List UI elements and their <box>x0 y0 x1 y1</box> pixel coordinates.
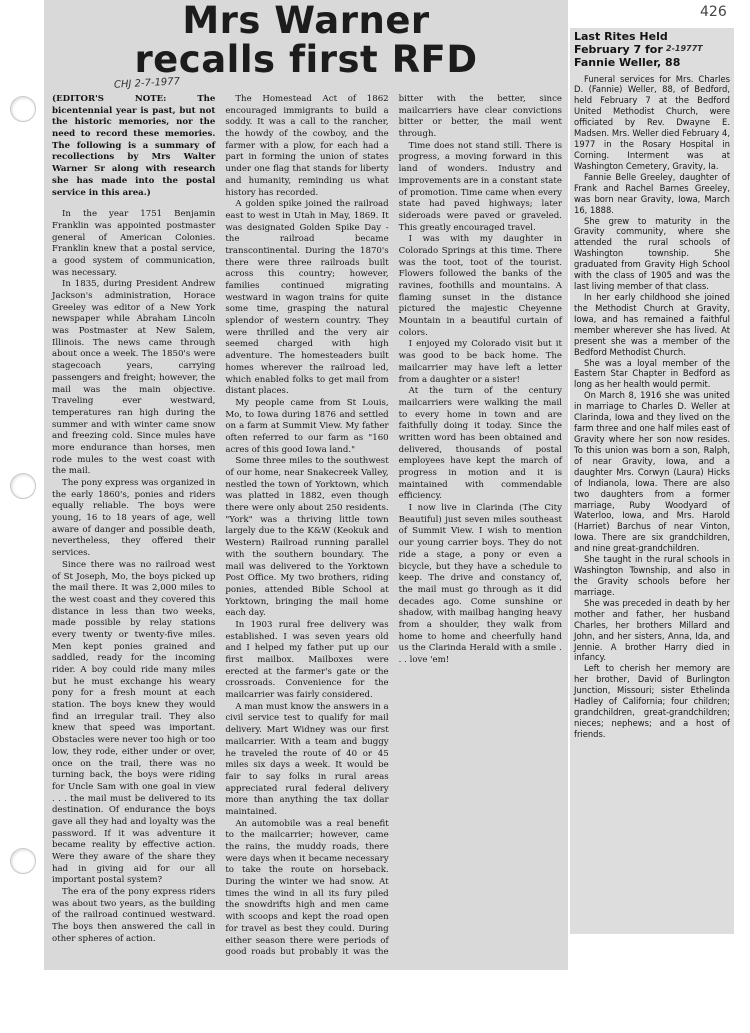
article-paragraph: The era of the pony express riders was about two years, as the building of the railroad continued westward. The boys then answered the call in other spheres of action. <box>52 887 216 944</box>
article-paragraph: An automobile was a real benefit to the mailcarrier; however, came the rains, the muddy roads, there were days when it became necessary to take the route on horseback. During the winter we had snow. At times the wind in all its fury piled the snowdrifts high and men came with scoops and kept the road open for travel as best they could. During either season there were periods of good roads but probably it was the bitter with the better, since mailcarriers have clear convictions bitter or better, the mail went through. <box>225 94 562 958</box>
article-paragraph: A man must know the answers in a civil service test to qualify for mail delivery. Mart Widney was our first mailcarrier. With a team and buggy he traveled the route of 40 or 45 miles six days a week. It would be fair to say folks in rural areas appreciated rural federal delivery more than anything the tax dollar maintained. <box>225 701 389 817</box>
article-body <box>52 94 562 966</box>
headline-line-2: recalls first RFD <box>134 37 478 81</box>
article-paragraph: In 1903 rural free delivery was established. I was seven years old and I helped my father put up our first mailbox. Mailboxes were erected at the farmer's gate or the crossroads. Convenience for the mailcarrier was fairly considered. <box>225 619 389 701</box>
obituary-paragraph: She was a loyal member of the Eastern Star Chapter in Bedford as long as her health would permit. <box>574 357 730 390</box>
article-paragraph: In 1835, during President Andrew Jackson's administration, Horace Greeley was editor of a New York newspaper while Abraham Lincoln was Postmaster at New Salem, Illinois. The news came through about once a week. The 1850's were stagecoach years, carrying passengers and freight; however, the mail was the main objective. Traveling ever westward, temperatures ran high during the summer and with winter came snow and freezing cold. Since mules have more endurance than horses, men rode mules to the west coast with the mail. <box>52 279 216 477</box>
article-paragraph: A golden spike joined the railroad east to west in Utah in May, 1869. It was designated Golden Spike Day - the railroad became transcontinental. During the 1870's there were three railroads built across this country; however, families continued migrating westward in wagon trains for quite some time, grasping the natural splendor of western country. They were thrilled and the very air seemed charged with high adventure. The homesteaders built homes wherever the railroad led, which enabled folks to get mail from distant places. <box>225 199 389 397</box>
binder-hole <box>10 473 36 499</box>
article-headline <box>44 0 568 80</box>
handwritten-date-note: CHJ 2-7-1977 <box>113 76 181 91</box>
binder-hole <box>10 96 36 122</box>
obituary-paragraph: She grew to maturity in the Gravity community, where she attended the rural schools of Washington township. She graduated from Gravity High School with the class of 1905 and was the last living member of that class. <box>574 215 730 292</box>
obituary-headline <box>574 30 730 70</box>
article-paragraph: I enjoyed my Colorado visit but it was good to be back home. The mailcarrier may have left a letter from a daughter or a sister! <box>398 339 562 385</box>
obituary-paragraph: On March 8, 1916 she was united in marriage to Charles D. Weller at Clarinda, Iowa and they lived on the farm three and one half miles east of Gravity where her son now resides. To this union was born a son, Ralph, of near Gravity, Iowa, and a daughter Mrs. Corwyn (Laura) Hicks of Indianola, Iowa. There are also two daughters from a former marriage, Ruby Woodyard of Waterloo, Iowa, and Mrs. Harold (Harriet) Barchus of near Vinton, Iowa. There are six grandchildren, and nine great-grandchildren. <box>574 390 730 554</box>
article-paragraph: I now live in Clarinda (The City Beautiful) just seven miles southeast of Summit View. I wish to mention our young carrier boys. They do not ride a stage, a pony or even a bicycle, but they have a schedule to keep. The drive and constancy of, the mail must go through as it did decades ago. Come sunshine or shadow, with mailbag hanging heavy from a shoulder, they walk from home to home and cheerfully hand us the Clarinda Herald with a smile . . . love 'em! <box>398 503 562 665</box>
article-paragraph: In the year 1751 Benjamin Franklin was appointed postmaster general of American Colonies. Franklin knew that a postal service, a good system of communication, was necessary. <box>52 209 216 278</box>
obituary-paragraph: Left to cherish her memory are her brother, David of Burlington Junction, Missouri; sister Ethelinda Hadley of California; four children; grandchildren, great-grandchildren; nieces; nephews; and a host of friends. <box>574 663 730 739</box>
binder-hole <box>10 848 36 874</box>
article-paragraph: At the turn of the century mailcarriers were walking the mail to every home in town and are faithfully doing it today. Since the written word has been obtained and delivered, thousands of postal employees have kept the march of progress in motion and it is maintained with commendable efficiency. <box>398 386 562 502</box>
obituary-body <box>574 74 730 740</box>
obituary-paragraph: She taught in the rural schools in Washington Township, and also in the Gravity schools before her marriage. <box>574 554 730 597</box>
article-paragraph: Time does not stand still. There is progress, a moving forward in this land of wonders. Industry and improvements are in a constant state of promotion. Time came when every state had paved highways; later sideroads were paved or graveled. This greatly encouraged travel. <box>398 140 562 233</box>
page-number: 426 <box>700 4 727 20</box>
article-paragraph: My people came from St Louis, Mo, to Iowa during 1876 and settled on a farm at Summit View. My father often referred to our farm as "160 acres of this good Iowa land." <box>225 397 389 455</box>
obituary-paragraph: Funeral services for Mrs. Charles D. (Fannie) Weller, 88, of Bedford, held February 7 at the Bedford United Methodist Church, were officiated by Rev. Dwayne E. Madsen. Mrs. Weller died February 4, 1977 in the Rosary Hospital in Corning. Interment was at Washington Cemetery, Gravity, Ia. <box>574 73 730 171</box>
article-clipping <box>44 0 568 970</box>
headline-line-1: Mrs Warner <box>182 0 430 42</box>
article-paragraph: The Homestead Act of 1862 encouraged immigrants to build a soddy. It was a call to the rancher, the howdy of the cowboy, and the farmer with a plow, for each had a part in forming the union of states under one flag that stands for liberty and humanity, reminding us what history has recorded. <box>225 94 389 198</box>
article-paragraph: Since there was no railroad west of St Joseph, Mo, the boys picked up the mail there. It was 2,000 miles to the west coast and they covered this distance in less than two weeks, made possible by relay stations every twenty or twenty-five miles. Men kept ponies grained and saddled, ready for the incoming rider. A boy could ride many miles but he must exchange his weary pony for a fresh mount at each station. The boys knew they would find an irregular trail. They also knew that speed was important. Obstacles were never too high or too low, they rode, either under or over, once on the trail, there was no turning back, the boys were riding for Uncle Sam with one goal in view . . . the mail must be delivered to its destination. Of endurance the boys gave all they had and loyalty was the password. If it was adventure it became reality by effective action. Were they aware of the share they had in giving aid for our all important postal system? <box>52 559 216 886</box>
article-paragraph: The pony express was organized in the early 1860's, ponies and riders equally reliable. The boys were young, 16 to 18 years of age, well aware of danger and possible death, nevertheless, they offered their services. <box>52 478 216 559</box>
obituary-headline-line-1: Last Rites Held <box>574 30 668 43</box>
obituary-paragraph: In her early childhood she joined the Methodist Church at Gravity, Iowa, and has remained a faithful member wherever she has lived. At present she was a member of the Bedford Methodist Church. <box>574 292 730 357</box>
obituary-handwritten-note: 2-1977T <box>666 44 703 53</box>
obituary-clipping <box>570 28 734 934</box>
obituary-headline-line-2: February 7 for <box>574 43 663 57</box>
article-paragraph: Some three miles to the southwest of our home, near Snakecreek Valley, nestled the town of Yorktown, which was platted in 1882, even though there were only about 250 residents. "York" was a thriving little town largely due to the K&W (Keokuk and Western) Railroad running parallel with the southern boundary. The mail was delivered to the Yorktown Post Office. My two brothers, riding ponies, attended Bible School at Yorktown, bringing the mail home each day. <box>225 456 389 619</box>
editor-note: (EDITOR'S NOTE: The bicentennial year is past, but not the historic memories, nor the need to record these memories. The following is a summary of recollections by Mrs Walter Warner Sr along with research she has made into the postal service in this area.) <box>52 94 216 198</box>
obituary-paragraph: Fannie Belle Greeley, daughter of Frank and Rachel Barnes Greeley, was born near Gravity, Iowa, March 16, 1888. <box>574 171 730 215</box>
article-paragraph: I was with my daughter in Colorado Springs at this time. There was the toot, toot of the tourist. Flowers followed the banks of the ravines, foothills and mountains. A flaming sunset in the distance pictured the majestic Cheyenne Mountain in a beautiful curtain of colors. <box>398 234 562 338</box>
obituary-paragraph: She was preceded in death by her mother and father, her husband Charles, her brothers Millard and John, and her sisters, Anna, Ida, and Jennie. A brother Harry died in infancy. <box>574 597 730 663</box>
obituary-headline-line-3: Fannie Weller, 88 <box>574 56 681 70</box>
